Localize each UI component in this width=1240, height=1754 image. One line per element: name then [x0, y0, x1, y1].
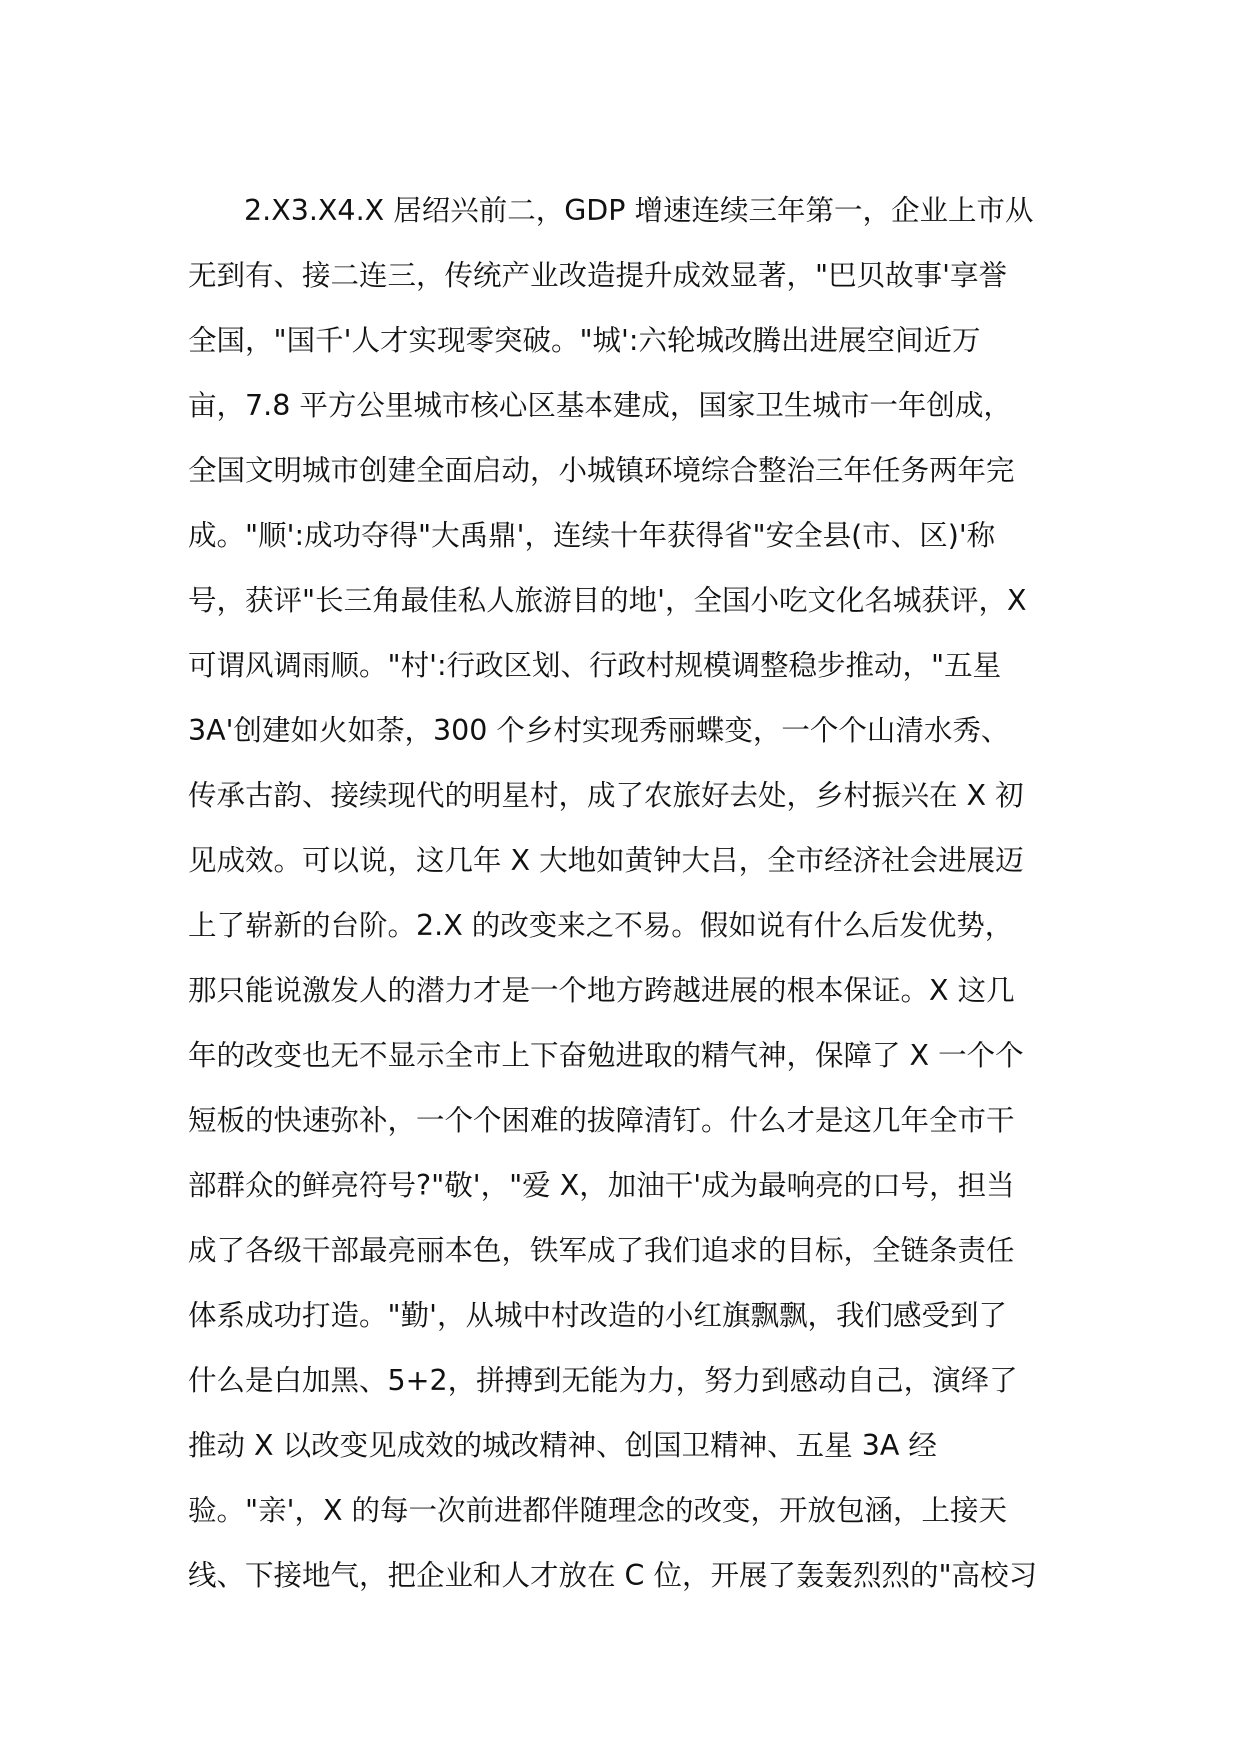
- text-line: 年的改变也无不显示全市上下奋勉进取的精气神，保障了 X 一个个: [188, 1039, 1024, 1072]
- text-line: 见成效。可以说，这几年 X 大地如黄钟大吕，全市经济社会进展迈: [188, 844, 1024, 877]
- text-line: 全国，"国千'人才实现零突破。"城':六轮城改腾出进展空间近万: [188, 324, 981, 357]
- text-line: 那只能说激发人的潜力才是一个地方跨越进展的根本保证。X 这几: [188, 974, 1015, 1007]
- text-line: 体系成功打造。"勤'，从城中村改造的小红旗飘飘，我们感受到了: [188, 1299, 1007, 1332]
- text-line: 无到有、接二连三，传统产业改造提升成效显著，"巴贝故事'享誉: [188, 259, 1007, 292]
- text-line: 可谓风调雨顺。"村':行政区划、行政村规模调整稳步推动，"五星: [188, 649, 1002, 682]
- text-line: 短板的快速弥补，一个个困难的拔障清钉。什么才是这几年全市干: [188, 1104, 1015, 1137]
- text-line: 成。"顺':成功夺得"大禹鼎'，连续十年获得省"安全县(市、区)'称: [188, 519, 996, 552]
- text-line: 传承古韵、接续现代的明星村，成了农旅好去处，乡村振兴在 X 初: [188, 779, 1024, 812]
- text-line: 推动 X 以改变见成效的城改精神、创国卫精神、五星 3A 经: [188, 1429, 937, 1462]
- text-line: 上了崭新的台阶。2.X 的改变来之不易。假如说有什么后发优势，: [188, 909, 1014, 942]
- text-line: 3A'创建如火如荼，300 个乡村实现秀丽蝶变，一个个山清水秀、: [188, 714, 1010, 747]
- text-line: 亩，7.8 平方公里城市核心区基本建成，国家卫生城市一年创成，: [188, 389, 1012, 422]
- text-line: 验。"亲'，X 的每一次前进都伴随理念的改变，开放包涵，上接天: [188, 1494, 1008, 1527]
- text-line: 全国文明城市创建全面启动，小城镇环境综合整治三年任务两年完: [188, 454, 1015, 487]
- text-line: 什么是白加黑、5+2，拼搏到无能为力，努力到感动自己，演绎了: [188, 1364, 1018, 1397]
- text-line: 部群众的鲜亮符号?"敬'，"爱 X，加油干'成为最响亮的口号，担当: [188, 1169, 1015, 1202]
- body-paragraph: [188, 178, 1068, 1608]
- text-line: 2.X3.X4.X 居绍兴前二，GDP 增速连续三年第一，企业上市从: [244, 194, 1034, 227]
- text-line: 线、下接地气，把企业和人才放在 C 位，开展了轰轰烈烈的"高校习: [188, 1559, 1038, 1592]
- text-line: 号，获评"长三角最佳私人旅游目的地'，全国小吃文化名城获评，X: [188, 584, 1027, 617]
- text-line: 成了各级干部最亮丽本色，铁军成了我们追求的目标，全链条责任: [188, 1234, 1015, 1267]
